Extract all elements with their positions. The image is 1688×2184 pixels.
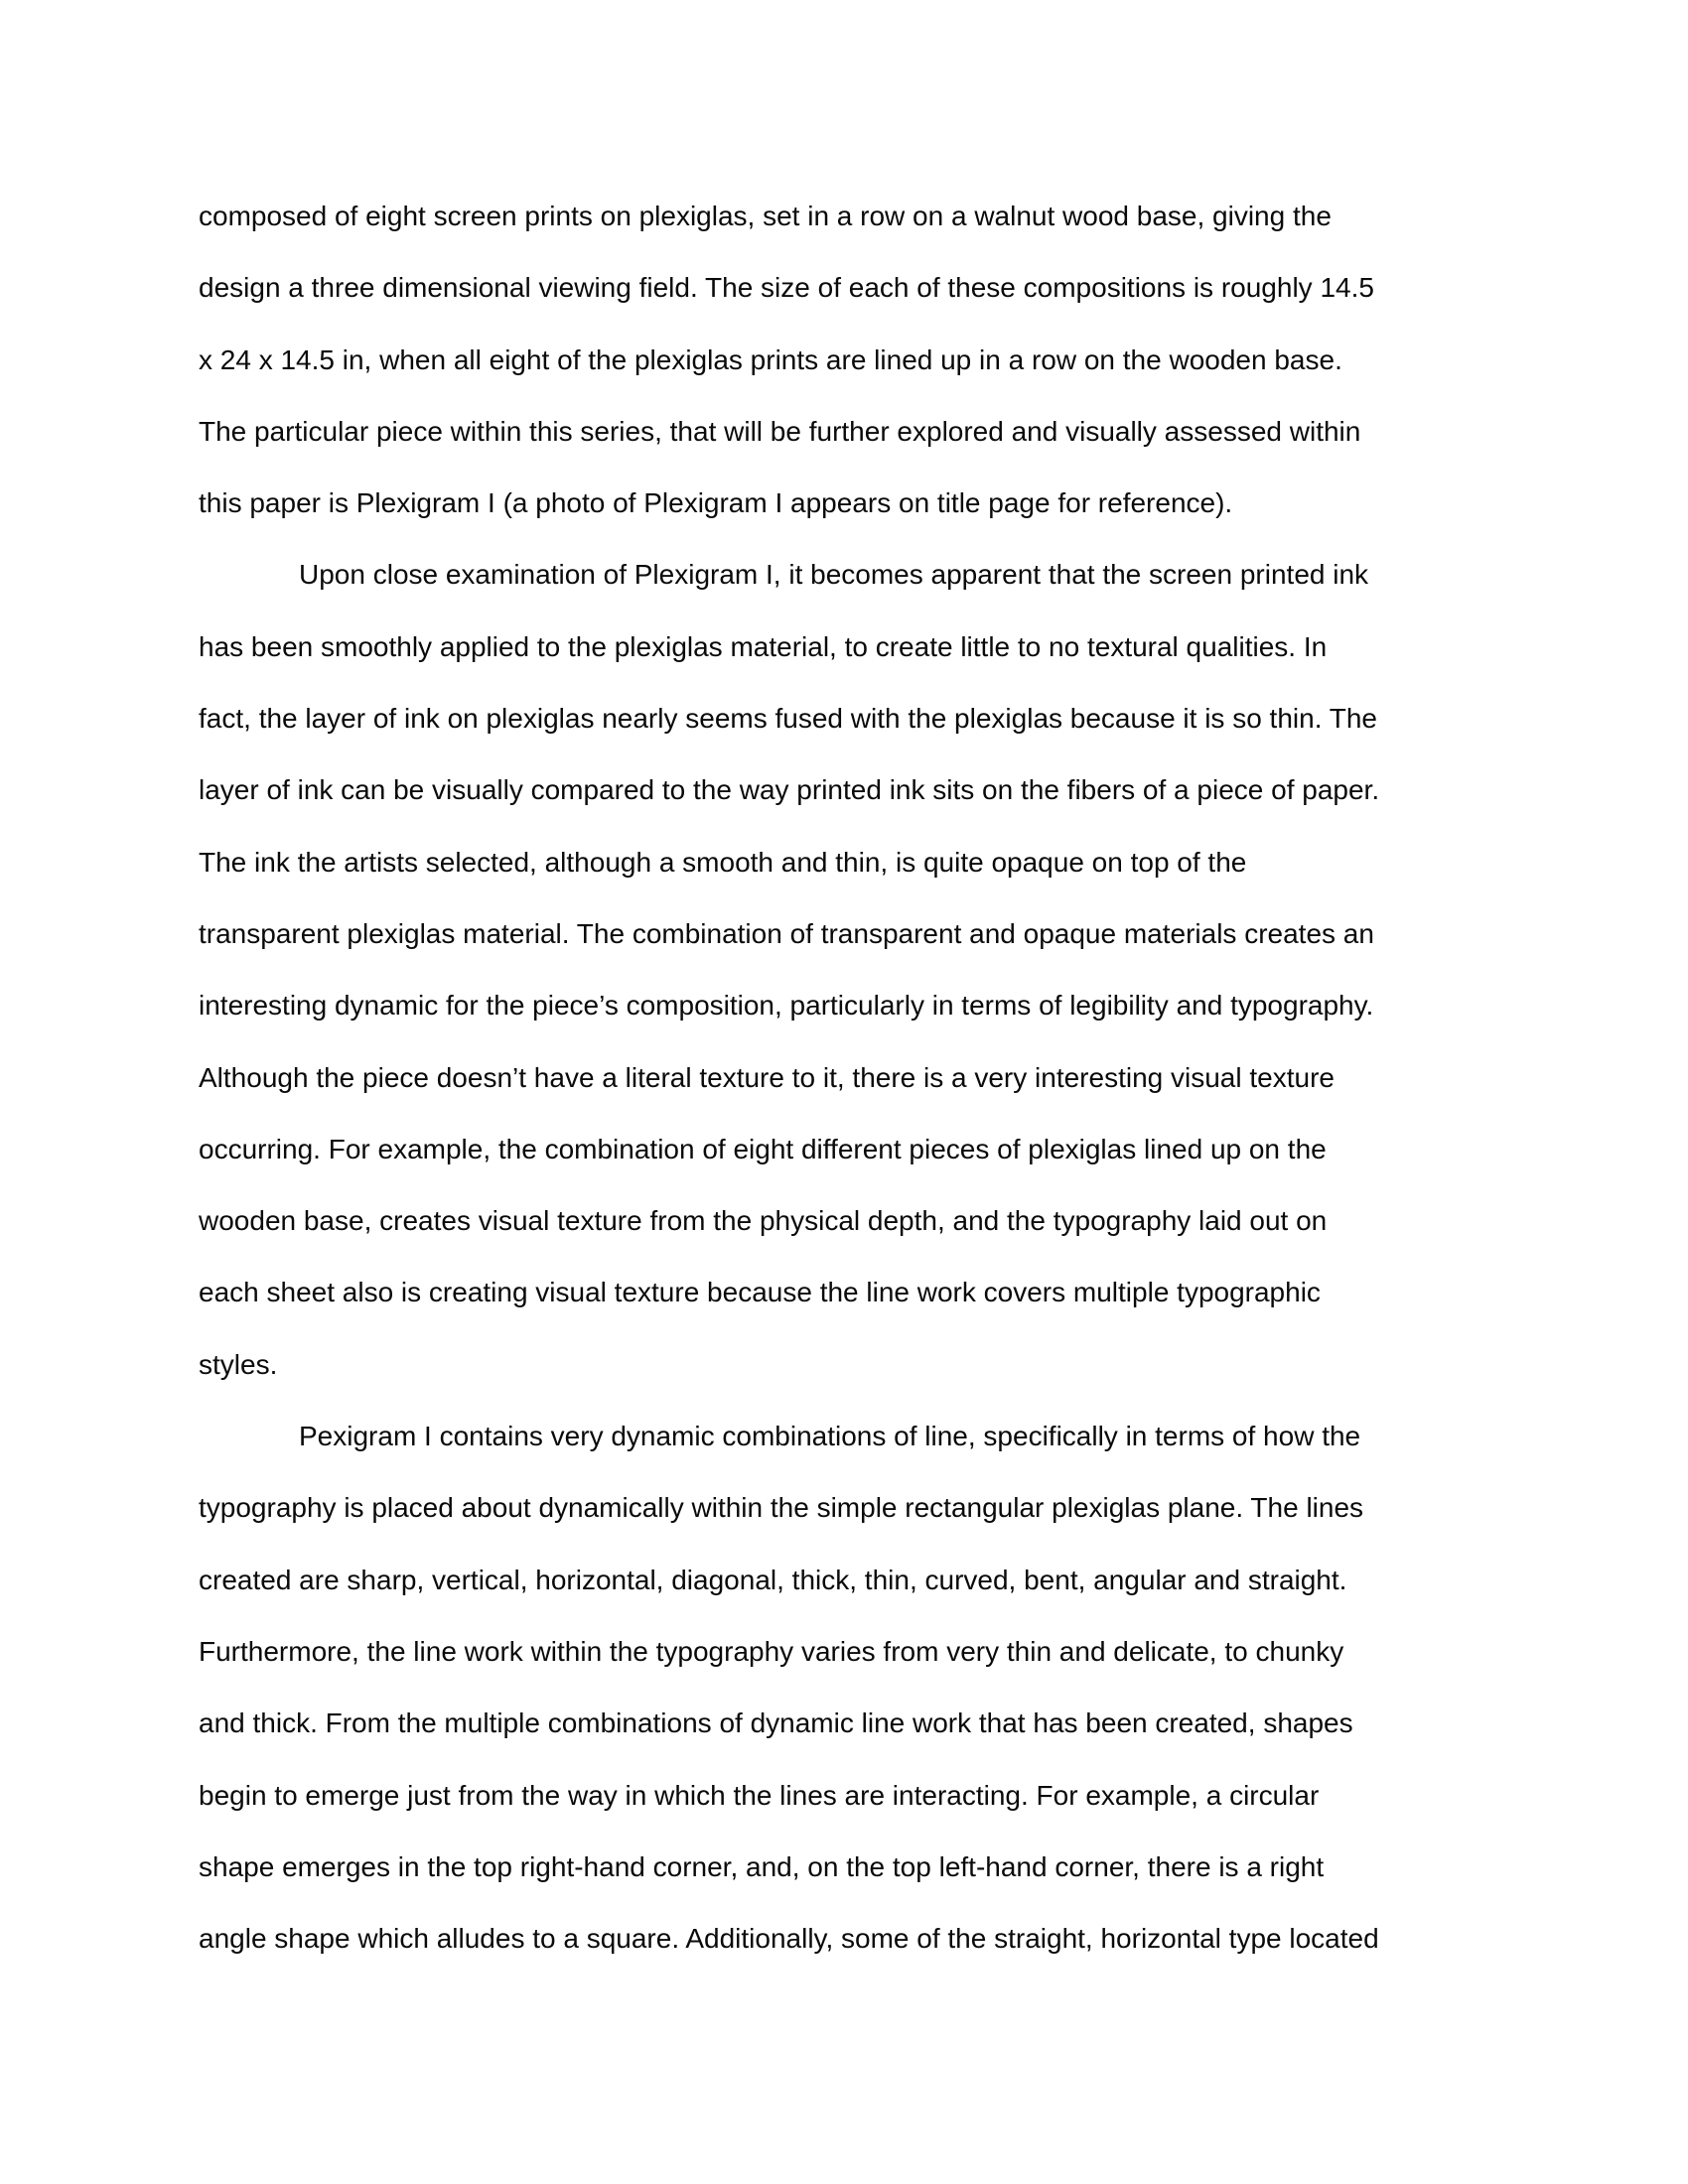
- text-line: begin to emerge just from the way in which the lines are interacting. For example, a circular: [199, 1779, 1320, 1811]
- text-line: Furthermore, the line work within the typography varies from very thin and delicate, to chunky: [199, 1635, 1344, 1667]
- text-line: The ink the artists selected, although a smooth and thin, is quite opaque on top of the: [199, 846, 1247, 878]
- text-line: typography is placed about dynamically within the simple rectangular plexiglas plane. The lines: [199, 1492, 1364, 1524]
- text-line: has been smoothly applied to the plexiglas material, to create little to no textural qualities. In: [199, 630, 1328, 662]
- paragraph-1: [199, 181, 1499, 539]
- text-line: The particular piece within this series, that will be further explored and visually assessed within: [199, 415, 1361, 447]
- text-line: transparent plexiglas material. The combination of transparent and opaque materials creates an: [199, 917, 1374, 949]
- paragraph-3: [199, 1401, 1499, 1975]
- text-line: shape emerges in the top right-hand corner, and, on the top left-hand corner, there is a right: [199, 1850, 1325, 1882]
- text-line: layer of ink can be visually compared to the way printed ink sits on the fibers of a piece of paper.: [199, 774, 1380, 806]
- body-text: [199, 181, 1499, 1975]
- text-line: and thick. From the multiple combinations of dynamic line work that has been created, shapes: [199, 1707, 1353, 1739]
- text-line: styles.: [199, 1348, 278, 1380]
- text-line-first-indented: Upon close examination of Plexigram I, it becomes apparent that the screen printed ink: [299, 559, 1369, 591]
- text-line: Although the piece doesn’t have a literal texture to it, there is a very interesting visual texture: [199, 1061, 1335, 1093]
- paragraph-2: [199, 539, 1499, 1401]
- text-line: angle shape which alludes to a square. Additionally, some of the straight, horizontal type located: [199, 1923, 1379, 1955]
- text-line: each sheet also is creating visual texture because the line work covers multiple typographic: [199, 1277, 1321, 1308]
- text-line: this paper is Plexigram I (a photo of Plexigram I appears on title page for reference).: [199, 487, 1233, 519]
- text-line: fact, the layer of ink on plexiglas nearly seems fused with the plexiglas because it is so thin. The: [199, 703, 1378, 735]
- text-line: wooden base, creates visual texture from the physical depth, and the typography laid out on: [199, 1205, 1328, 1237]
- text-line: composed of eight screen prints on plexiglas, set in a row on a walnut wood base, giving the: [199, 201, 1332, 231]
- text-line: design a three dimensional viewing field. The size of each of these compositions is roughly 14.5: [199, 272, 1374, 304]
- text-line: occurring. For example, the combination of eight different pieces of plexiglas lined up on the: [199, 1133, 1327, 1164]
- text-line: interesting dynamic for the piece’s composition, particularly in terms of legibility and typography.: [199, 990, 1374, 1022]
- text-line: x 24 x 14.5 in, when all eight of the plexiglas prints are lined up in a row on the wooden base.: [199, 343, 1342, 375]
- text-line-first-indented: Pexigram I contains very dynamic combinations of line, specifically in terms of how the: [299, 1421, 1361, 1452]
- text-line: created are sharp, vertical, horizontal, diagonal, thick, thin, curved, bent, angular and straight.: [199, 1564, 1347, 1595]
